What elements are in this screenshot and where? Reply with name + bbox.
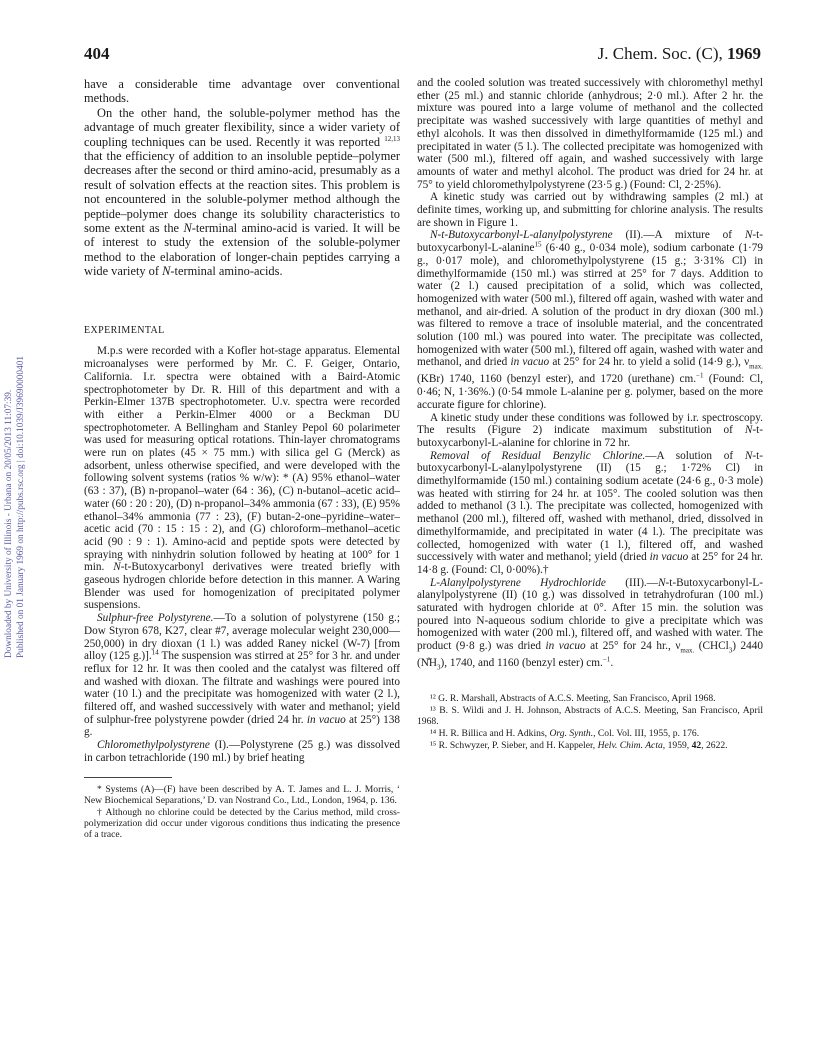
intro-text bbox=[84, 77, 400, 279]
download-notice: Downloaded by University of Illinois - Urbana on 20/05/2013 11:07:39. bbox=[3, 389, 14, 658]
subsection-title: Removal of Residual Benzylic Chlorine. bbox=[430, 449, 646, 462]
paragraph: M.p.s were recorded with a Kofler hot-stage apparatus. Elemental microanalyses were performed by Mr. C. F. Geiger, Ontario, California. I.r. spectra were obtained with a Baird-Atomic spectrophotometer by Dr. R. Hill of this department and with a Perkin-Elmer 137B spectrophotometer. U.v. spectra were recorded with either a Perkin-Elmer 4000 or a Beckman DU spectrophotometer. A Bellingham and Stanley Pepol 60 polarimeter was used for measuring optical rotations. Thin-layer chromatograms were run on plates (45 × 75 mm.) with silica gel G (Merck) as adsorbent, unless otherwise specified, and were developed with the following solvent systems (ratios % w/w): * (A) 95% ethanol–water (63 : 37), (B) n-propanol–water (64 : 36), (C) n-butanol–acetic acid–water (60 : 20 : 20), (D) n-propanol–34% ammonia (67 : 33), (E) 95% ethanol–34% ammonia (77 : 23), (F) butan-2-one–pyridine–water–acetic acid (70 : 15 : 15 : 2), and (G) chloroform–methanol–acetic acid (90 : 9 : 1). Amino-acid and peptide spots were detected by spraying with ninhydrin solution followed by heating at 100° for 1 min. N-t-Butoxycarbonyl derivatives were treated briefly with gaseous hydrogen chloride before detection in this manner. A Waring Blender was used for homogenization of precipitated polymer suspensions. bbox=[84, 345, 400, 612]
publication-notice[interactable]: Published on 01 January 1969 on http://pubs.rsc.org | doi:10.1039/J39690000401 bbox=[15, 355, 26, 658]
paragraph: have a considerable time advantage over conventional methods. bbox=[84, 77, 400, 106]
paragraph: On the other hand, the soluble-polymer method has the advantage of much greater flexibility, since a wider variety of coupling techniques can be used. Recently it was reported $^{12,13}$ that the efficiency of addition to an insoluble peptide–polymer decreases after the second or third amino-acid, presumably as a result of solvation effects at the reaction sites. This problem is not encountered in the soluble-polymer method although the peptide–polymer does change its solubility characteristics to some extent as the N-terminal amino-acid is varied. It will be of interest to study the extension of the soluble-polymer method to the elaboration of longer-chain peptides carrying a wide variety of N-terminal amino-acids. bbox=[84, 105, 401, 279]
reference-14: ¹⁴ H. R. Billica and H. Adkins, Org. Synth., Col. Vol. III, 1955, p. 176. bbox=[430, 728, 700, 740]
journal-citation bbox=[598, 44, 761, 64]
reference-13: ¹³ B. S. Wildi and J. H. Johnson, Abstracts of A.C.S. Meeting, San Francisco, April 1968. bbox=[417, 705, 763, 728]
paragraph: and the cooled solution was treated successively with chloromethyl methyl ether (25 ml.) and stannic chloride (anhydrous; 2·0 ml.). After 2 hr. the mixture was poured into a large volume of methanol and the collected precipitate was washed successively with large quantities of methyl and ethyl alcohols. It was then dissolved in dimethylformamide (125 ml.) and precipitated in water (5 l.). The collected precipitate was homogenized with water (500 ml.), filtered off again, and washed successively with large amounts of water and methyl alcohol. The product was dried for 24 hr. at 75° to yield chloromethylpolystyrene (23·5 g.) (Found: Cl, 2·25%). bbox=[417, 77, 763, 191]
footnote: * Systems (A)—(F) have been described by A. T. James and L. J. Morris, ‘ New Biochemical Separations,’ D. van Nostrand Co., Ltd., London, 1964, p. 136. bbox=[84, 783, 400, 806]
references bbox=[417, 693, 763, 751]
paragraph: N-t-Butoxycarbonyl-L-alanylpolystyrene (II).—A mixture of N-t-butoxycarbonyl-L-alanine$^{15}$ (6·40 g., 0·034 mole), sodium carbonate (1·79 g., 0·017 mole), and chloromethylpolystyrene (15 g.; 3·31% Cl) in dimethylformamide (150 ml.) was stirred at 25° for 7 days. Addition to water (2 l.) caused precipitation of a solid, which was collected, homogenized with water (500 ml.), filtered off again, washed with water and methanol, and air-dried. A solution of the product in dry dioxan (300 ml.) was filtered to remove a trace of insoluble material, and the concentrated solution (100 ml.) was poured into water. The precipitate was collected, homogenized with water (500 ml.), filtered off again, washed with water and methanol, and dried in vacuo at 25° for 24 hr. to yield a solid (14·9 g.), $\nu_{max.}$ (KBr) 1740, 1160 (benzyl ester), and 1720 (urethane) cm.$^{-1}$ (Found: Cl, 0·46; N, 1·36%.) (0·54 mmole L-alanine per g. polymer, based on the more accurate figure for chlorine). bbox=[417, 229, 764, 411]
left-column bbox=[84, 77, 400, 841]
subsection-title: N-t-Butoxycarbonyl-L-alanylpolystyrene bbox=[430, 229, 613, 242]
subsection-title: L-Alanylpolystyrene Hydrochloride bbox=[430, 576, 606, 589]
footnote-divider bbox=[84, 777, 172, 778]
reference-12: ¹² G. R. Marshall, Abstracts of A.C.S. Meeting, San Francisco, April 1968. bbox=[430, 693, 716, 705]
paragraph: A kinetic study was carried out by withdrawing samples (2 ml.) at definite times, working up, and submitting for chlorine analysis. The results are shown in Figure 1. bbox=[417, 191, 763, 229]
paragraph: L-Alanylpolystyrene Hydrochloride (III).—N-t-Butoxycarbonyl-L-alanylpolystyrene (II) (10 g.) was dissolved in tetrahydrofuran (100 ml.) saturated with hydrogen chloride at 0°. After 15 min. the solution was poured into N-aqueous sodium chloride to give a precipitate which was homogenized with water (200 ml.), filtered off, and washed with water. The product (9·8 g.) was dried in vacuo at 25° for 24 hr., $\nu_{max.}$ (CHCl$_3$) 2440 $(N̊H_3)$, 1740, and 1160 (benzyl ester) cm.$^{-1}$. bbox=[417, 576, 764, 672]
paragraph: A kinetic study under these conditions was followed by i.r. spectroscopy. The results (Figure 2) indicate maximum substitution of N-t-butoxycarbonyl-L-alanine for chlorine in 72 hr. bbox=[417, 411, 763, 449]
paragraph: Sulphur-free Polystyrene.—To a solution of polystyrene (150 g.; Dow Styron 678, K27, clear #7, average molecular weight 230,000—250,000) in dry dioxan (1 l.) was added Raney nickel (W-7) [from alloy (125 g.)].$^{14}$ The suspension was stirred at 25° for 3 hr. and under reflux for 12 hr. It was then cooled and the catalyst was filtered off and washed with dioxan. The filtrate and washings were poured into water (10 l.) and the precipitate was homogenized with water (2 l.), filtered off, and washed successively with water and methanol; yield of sulphur-free polystyrene powder (dried 24 hr. in vacuo at 25°) 138 g. bbox=[84, 612, 401, 739]
right-column bbox=[417, 77, 763, 752]
download-watermark bbox=[2, 268, 28, 658]
paragraph: Chloromethylpolystyrene (I).—Polystyrene (25 g.) was dissolved in carbon tetrachloride (190 ml.) by brief heating bbox=[84, 739, 400, 764]
footnotes bbox=[84, 784, 400, 840]
subsection-title: Sulphur-free Polystyrene. bbox=[97, 612, 214, 625]
page-header bbox=[84, 44, 761, 70]
subsection-title: Chloromethylpolystyrene bbox=[97, 739, 210, 752]
paragraph: Removal of Residual Benzylic Chlorine.—A solution of N-t-butoxycarbonyl-L-alanylpolystyrene (II) (15 g.; 1·72% Cl) in dimethylformamide (150 ml.) containing sodium acetate (24·6 g., 0·3 mole) was heated with stirring for 24 hr. at 105°. The cooled solution was then added to methanol (3 l.). The precipitate was collected, homogenized with methanol (200 ml.), filtered off, washed with methanol, dried, dissolved in dimethylformamide, and precipitated in water (4 l.). The precipitate was collected, homogenized with water (1 l.), filtered off, and washed successively with water and methanol; yield (dried in vacuo at 25° for 24 hr. 14·8 g. (Found: Cl, 0·00%).† bbox=[417, 449, 763, 576]
journal-name: J. Chem. Soc. (C), bbox=[597, 44, 727, 63]
footnote: † Although no chlorine could be detected by the Carius method, mild cross-polymerization did occur under vigorous conditions thus indicating the presence of a trace. bbox=[84, 806, 400, 840]
journal-year: 1969 bbox=[727, 44, 761, 63]
page-number: 404 bbox=[84, 44, 110, 63]
reference-15: ¹⁵ R. Schwyzer, P. Sieber, and H. Kappeler, Helv. Chim. Acta, 1959, 42, 2622. bbox=[430, 740, 728, 752]
section-heading-experimental: EXPERIMENTAL bbox=[84, 324, 165, 336]
